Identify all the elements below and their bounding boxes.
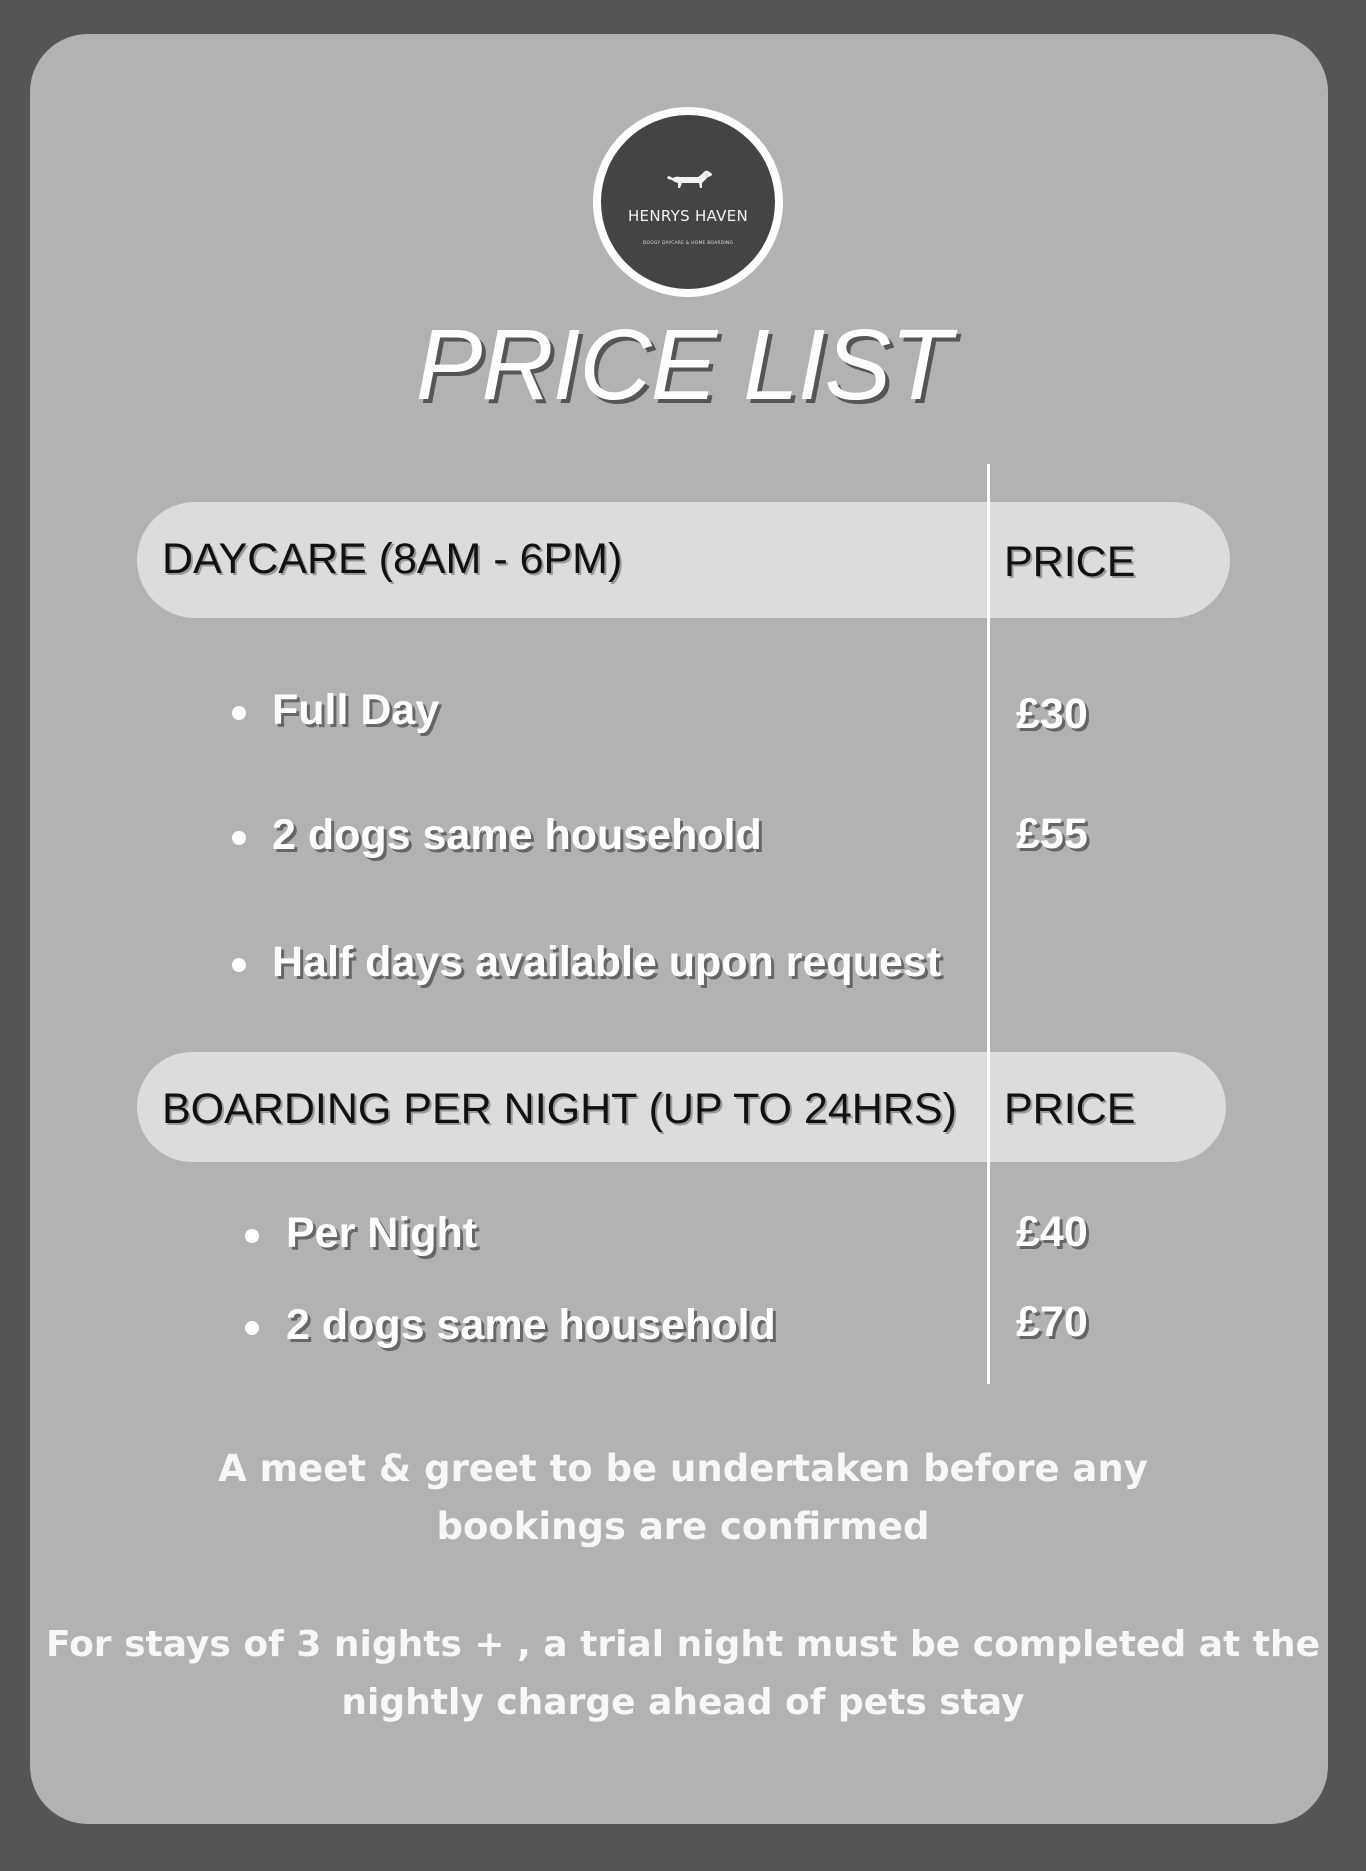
boarding-heading: BOARDING PER NIGHT (UP TO 24HRS) bbox=[162, 1085, 957, 1133]
boarding-price-per-night: £40 bbox=[1016, 1208, 1088, 1256]
bullet-icon bbox=[245, 1229, 259, 1243]
boarding-item-per-night: Per Night bbox=[286, 1209, 478, 1257]
daycare-price-heading: PRICE bbox=[1004, 538, 1136, 586]
bullet-icon bbox=[245, 1321, 259, 1335]
page-title: PRICE LIST bbox=[415, 309, 951, 421]
trial-line-1: For stays of 3 nights + , a trial night must be completed at the bbox=[45, 1624, 1321, 1665]
trial-line-2: nightly charge ahead of pets stay bbox=[341, 1682, 1025, 1723]
bullet-icon bbox=[232, 958, 246, 972]
meet-greet-note bbox=[0, 1440, 1366, 1556]
column-divider bbox=[987, 464, 990, 1384]
logo-tagline: DOGGY DAYCARE & HOME BOARDING bbox=[642, 241, 734, 246]
bullet-icon bbox=[232, 831, 246, 845]
daycare-item-half-days: Half days available upon request bbox=[272, 938, 942, 986]
meet-greet-line-2: bookings are confirmed bbox=[436, 1505, 930, 1548]
henrys-haven-logo bbox=[593, 107, 783, 297]
daycare-price-two-dogs: £55 bbox=[1016, 810, 1088, 858]
meet-greet-line-1: A meet & greet to be undertaken before any bbox=[218, 1447, 1148, 1490]
daycare-item-two-dogs: 2 dogs same household bbox=[272, 811, 762, 859]
daycare-heading: DAYCARE (8AM - 6PM) bbox=[162, 535, 623, 583]
daycare-item-full-day: Full Day bbox=[272, 686, 440, 734]
dachshund-icon bbox=[664, 165, 714, 195]
boarding-price-heading: PRICE bbox=[1004, 1085, 1136, 1133]
daycare-price-full-day: £30 bbox=[1016, 690, 1088, 738]
logo-name: HENRYS HAVEN bbox=[627, 207, 749, 225]
bullet-icon bbox=[232, 706, 246, 720]
trial-night-note bbox=[0, 1616, 1366, 1732]
logo-badge bbox=[601, 115, 775, 289]
boarding-price-two-dogs: £70 bbox=[1016, 1298, 1088, 1346]
boarding-item-two-dogs: 2 dogs same household bbox=[286, 1301, 776, 1349]
